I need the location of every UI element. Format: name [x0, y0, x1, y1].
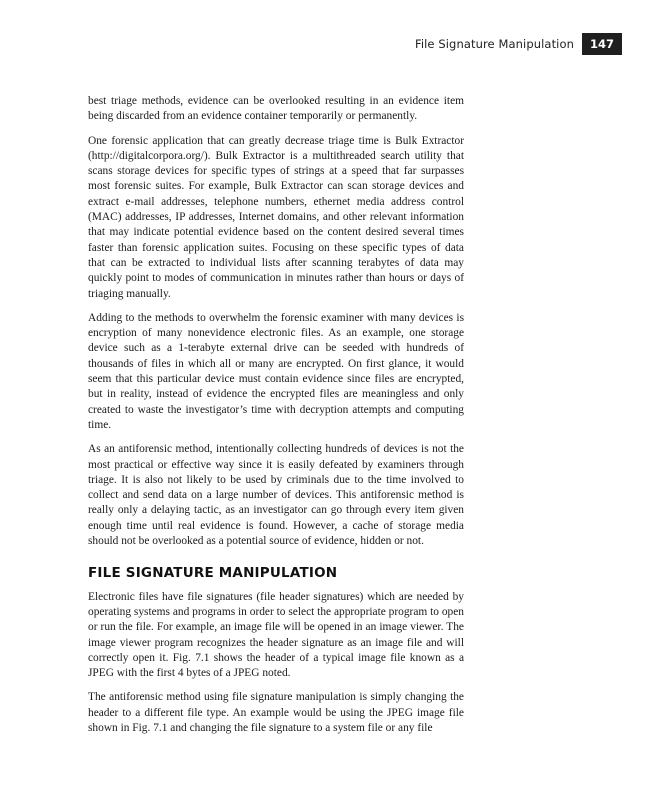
running-title: File Signature Manipulation: [414, 37, 574, 51]
paragraph: The antiforensic method using file signature manipulation is simply changing the header to a different file type. An example would be using the JPEG image file shown in Fig. 7.1 and changing the file signature to a system file or any file: [88, 691, 464, 734]
paragraph: Electronic files have file signatures (file header signatures) which are needed by operating systems and programs in order to select the appropriate program to open or run the file. For example, an image file will be opened in an image viewer. The image viewer program recognizes the header signature as an image file and will correctly open it. Fig. 7.1 shows the header of a typical image file known as a JPEG with the first 4 bytes of a JPEG noted.: [88, 590, 464, 680]
paragraph: As an antiforensic method, intentionally collecting hundreds of devices is not the most practical or effective way since it is easily defeated by examiners through triage. It is also not likely to be used by criminals due to the time involved to collect and send data on a large number of devices. This antiforensic method is really only a delaying tactic, as an investigator can go through every item given enough time until real evidence is found. However, a cache of storage media should not be overlooked as a potential source of evidence, hidden or not.: [88, 443, 464, 548]
section-heading: FILE SIGNATURE MANIPULATION: [88, 565, 338, 582]
paragraph: best triage methods, evidence can be overlooked resulting in an evidence item being discarded from an evidence container temporarily or permanently.: [88, 95, 464, 123]
page-number: 147: [582, 33, 622, 55]
body-text: [88, 94, 464, 745]
paragraph: Adding to the methods to overwhelm the forensic examiner with many devices is encryption of many nonevidence electronic files. As an example, one storage device such as a 1-terabyte external drive can be seeded with hundreds of thousands of files in which all or many are encrypted. On first glance, it would seem that this particular device must contain evidence since files are encrypted, but in reality, instead of evidence the encrypted files are meaningless and only created to waste the investigator’s time with decryption attempts and computing time.: [88, 311, 464, 431]
running-header: [415, 33, 622, 55]
paragraph: One forensic application that can greatly decrease triage time is Bulk Extractor (http://digitalcorpora.org/). Bulk Extractor is a multithreaded search utility that scans storage devices for specific types of strings at a speed that far surpasses most forensic suites. For example, Bulk Extractor can scan storage devices and extract e-mail addresses, telephone numbers, ethernet media address control (MAC) addresses, IP addresses, Internet domains, and other relevant information that may indicate potential evidence based on the content desired several times faster than forensic application suites. Focusing on these specific types of data that can be extracted to individual lists after scanning terabytes of data may quickly point to modes of communication in minutes rather than hours or days of triaging manually.: [88, 134, 464, 300]
